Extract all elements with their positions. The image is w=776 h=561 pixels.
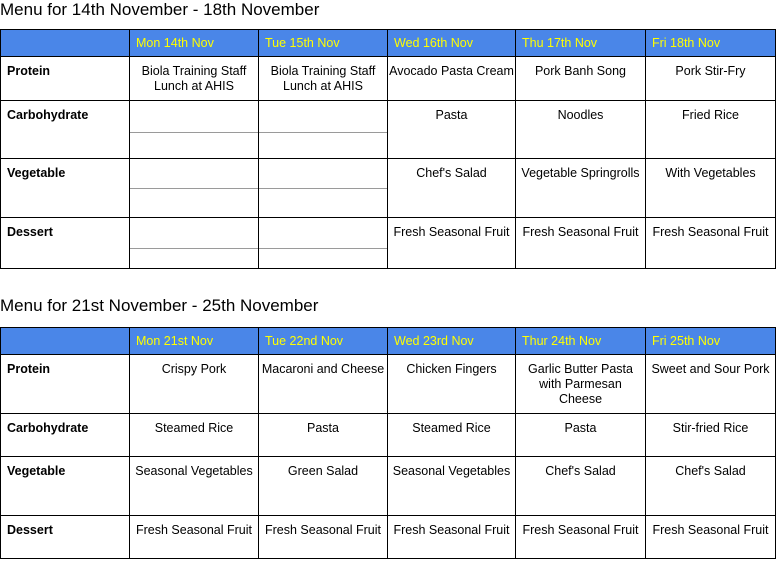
cell-divider bbox=[259, 248, 387, 249]
week2-menu-table bbox=[0, 327, 776, 559]
menu-cell: Fresh Seasonal Fruit bbox=[646, 218, 776, 269]
table-row bbox=[1, 516, 776, 559]
menu-cell: Biola Training Staff Lunch at AHIS bbox=[259, 57, 388, 101]
week1-title: Menu for 14th November - 18th November bbox=[0, 0, 320, 19]
menu-cell: Vegetable Springrolls bbox=[516, 159, 646, 218]
week1-menu-table bbox=[0, 29, 776, 269]
menu-cell: Fresh Seasonal Fruit bbox=[516, 516, 646, 559]
menu-cell: Fried Rice bbox=[646, 101, 776, 159]
menu-cell: Crispy Pork bbox=[130, 355, 259, 414]
menu-cell: Avocado Pasta Cream bbox=[388, 57, 516, 101]
cell-divider bbox=[130, 132, 258, 133]
day-header: Tue 22nd Nov bbox=[259, 328, 388, 355]
menu-cell: Pork Stir-Fry bbox=[646, 57, 776, 101]
cell-divider bbox=[259, 132, 387, 133]
header-row bbox=[1, 328, 776, 355]
row-label: Carbohydrate bbox=[1, 414, 130, 457]
menu-cell: Seasonal Vegetables bbox=[388, 457, 516, 516]
week2-title: Menu for 21st November - 25th November bbox=[0, 296, 319, 315]
menu-cell bbox=[259, 159, 388, 218]
menu-cell bbox=[259, 218, 388, 269]
row-label: Carbohydrate bbox=[1, 101, 130, 159]
menu-cell bbox=[130, 159, 259, 218]
menu-cell: Chicken Fingers bbox=[388, 355, 516, 414]
menu-cell: Fresh Seasonal Fruit bbox=[130, 516, 259, 559]
menu-cell: Stir-fried Rice bbox=[646, 414, 776, 457]
menu-cell: Pork Banh Song bbox=[516, 57, 646, 101]
header-corner bbox=[1, 328, 130, 355]
table-row bbox=[1, 414, 776, 457]
menu-cell bbox=[130, 101, 259, 159]
day-header: Mon 14th Nov bbox=[130, 30, 259, 57]
menu-cell: Fresh Seasonal Fruit bbox=[516, 218, 646, 269]
header-corner bbox=[1, 30, 130, 57]
menu-cell: Fresh Seasonal Fruit bbox=[259, 516, 388, 559]
menu-cell: Fresh Seasonal Fruit bbox=[646, 516, 776, 559]
menu-cell: Steamed Rice bbox=[388, 414, 516, 457]
table-row bbox=[1, 355, 776, 414]
table-row bbox=[1, 218, 776, 269]
row-label: Vegetable bbox=[1, 159, 130, 218]
day-header: Fri 18th Nov bbox=[646, 30, 776, 57]
menu-cell: Green Salad bbox=[259, 457, 388, 516]
row-label: Protein bbox=[1, 355, 130, 414]
menu-cell bbox=[259, 101, 388, 159]
menu-cell: Seasonal Vegetables bbox=[130, 457, 259, 516]
menu-cell: Biola Training Staff Lunch at AHIS bbox=[130, 57, 259, 101]
table-row bbox=[1, 457, 776, 516]
menu-cell: Steamed Rice bbox=[130, 414, 259, 457]
menu-cell: Chef's Salad bbox=[516, 457, 646, 516]
row-label: Dessert bbox=[1, 516, 130, 559]
menu-cell: Fresh Seasonal Fruit bbox=[388, 218, 516, 269]
day-header: Thu 17th Nov bbox=[516, 30, 646, 57]
header-row bbox=[1, 30, 776, 57]
menu-cell: Sweet and Sour Pork bbox=[646, 355, 776, 414]
menu-cell: Pasta bbox=[388, 101, 516, 159]
cell-divider bbox=[259, 188, 387, 189]
table-row bbox=[1, 101, 776, 159]
menu-cell: Noodles bbox=[516, 101, 646, 159]
menu-cell: Pasta bbox=[259, 414, 388, 457]
menu-cell: Pasta bbox=[516, 414, 646, 457]
row-label: Protein bbox=[1, 57, 130, 101]
day-header: Tue 15th Nov bbox=[259, 30, 388, 57]
cell-divider bbox=[130, 188, 258, 189]
menu-cell: Chef's Salad bbox=[388, 159, 516, 218]
day-header: Fri 25th Nov bbox=[646, 328, 776, 355]
table-row bbox=[1, 159, 776, 218]
menu-cell: Garlic Butter Pasta with Parmesan Cheese bbox=[516, 355, 646, 414]
row-label: Vegetable bbox=[1, 457, 130, 516]
menu-cell: Macaroni and Cheese bbox=[259, 355, 388, 414]
day-header: Mon 21st Nov bbox=[130, 328, 259, 355]
row-label: Dessert bbox=[1, 218, 130, 269]
table-row bbox=[1, 57, 776, 101]
menu-cell bbox=[130, 218, 259, 269]
cell-divider bbox=[130, 248, 258, 249]
day-header: Wed 23rd Nov bbox=[388, 328, 516, 355]
day-header: Wed 16th Nov bbox=[388, 30, 516, 57]
menu-cell: With Vegetables bbox=[646, 159, 776, 218]
menu-cell: Chef's Salad bbox=[646, 457, 776, 516]
menu-cell: Fresh Seasonal Fruit bbox=[388, 516, 516, 559]
day-header: Thur 24th Nov bbox=[516, 328, 646, 355]
